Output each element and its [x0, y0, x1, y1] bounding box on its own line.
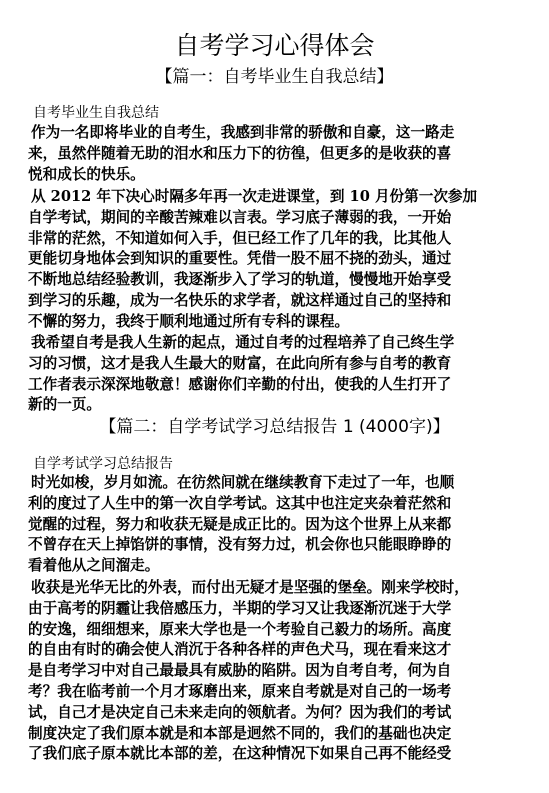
text-line: 悦和成长的快乐。 [28, 165, 145, 183]
paragraph-2-2 [28, 578, 524, 765]
text-line: 考？我在临考前一个月才琢磨出来，原来自考就是对自己的一场考 [28, 682, 452, 700]
section-subheading-2: 自学考试学习总结报告 [33, 456, 173, 472]
text-line: 收获是光华无比的外表，而付出无疑才是坚强的堡垒。刚来学校时， [31, 579, 469, 596]
text-line: 习的习惯，这才是我人生最大的财富，在此向所有参与自考的教育 [28, 354, 452, 372]
text-line: 了我们底子原本就比本部的差，在这种情况下如果自己再不能经受 [28, 745, 452, 763]
text-line: 从 2012 年下决心时隔多年再一次走进课堂，到 10 月份第一次参加 [31, 188, 478, 205]
text-line: 来，虽然伴随着无助的泪水和压力下的彷徨，但更多的是收获的喜 [28, 144, 452, 162]
text-line: 制度决定了我们原本就是和本部是迥然不同的，我们的基础也决定 [28, 724, 452, 742]
section-heading-1: 【篇一：自考毕业生自我总结】 [155, 67, 394, 87]
text-line: 自学考试，期间的辛酸苦辣难以言表。学习底子薄弱的我，一开始 [28, 208, 452, 226]
section-subheading-1: 自考毕业生自我总结 [33, 105, 159, 121]
paragraph-2-1 [28, 473, 524, 577]
text-line: 不曾存在天上掉馅饼的事情，没有努力过，机会你也只能眼睁睁的 [28, 536, 452, 554]
paragraph-1-1 [28, 123, 524, 185]
text-line: 新的一页。 [28, 396, 101, 414]
text-line: 看着他从之间溜走。 [28, 557, 160, 575]
text-line: 的安逸，细细想来，原来大学也是一个考验自己毅力的场所。高度 [28, 620, 452, 638]
text-line: 觉醒的过程，努力和收获无疑是成正比的。因为这个世界上从来都 [28, 515, 452, 533]
text-line: 非常的茫然，不知道如何入手，但已经工作了几年的我，比其他人 [28, 229, 452, 247]
text-line: 不懈的努力，我终于顺利地通过所有专科的课程。 [28, 312, 350, 330]
text-line: 是自考学习中对自己最最具有威胁的陷阱。因为自考自考，何为自 [28, 662, 452, 680]
document-title: 自考学习心得体会 [174, 31, 375, 60]
text-line: 时光如梭，岁月如流。在彷然间就在继续教育下走过了一年，也顺 [31, 474, 455, 491]
text-line: 到学习的乐趣，成为一名快乐的求学者，就这样通过自己的坚持和 [28, 291, 452, 309]
text-line: 由于高考的阴霾让我倍感压力，半期的学习又让我逐渐沉迷于大学 [28, 599, 452, 617]
paragraph-1-2 [28, 187, 524, 333]
text-line: 利的度过了人生中的第一次自学考试。这其中也注定夹杂着茫然和 [28, 494, 452, 512]
text-line: 不断地总结经验教训，我逐渐步入了学习的轨道，慢慢地开始享受 [28, 271, 452, 289]
text-line: 更能切身地体会到知识的重要性。凭借一股不屈不挠的劲头，通过 [28, 250, 452, 268]
section-heading-2: 【篇二：自学考试学习总结报告 1 (4000字)】 [99, 417, 450, 437]
text-line: 的自由有时的确会使人消沉于各种各样的声色犬马，现在看来这才 [28, 641, 452, 659]
text-line: 试，自己才是决定自己未来走向的领航者。为何？因为我们的考试 [28, 703, 452, 721]
text-line: 作为一名即将毕业的自考生，我感到非常的骄傲和自豪，这一路走 [31, 124, 455, 141]
text-line: 我希望自考是我人生新的起点，通过自考的过程培养了自己终生学 [31, 334, 455, 351]
paragraph-1-3 [28, 333, 524, 416]
text-line: 工作者表示深深地敬意！感谢你们辛勤的付出，使我的人生打开了 [28, 375, 452, 393]
